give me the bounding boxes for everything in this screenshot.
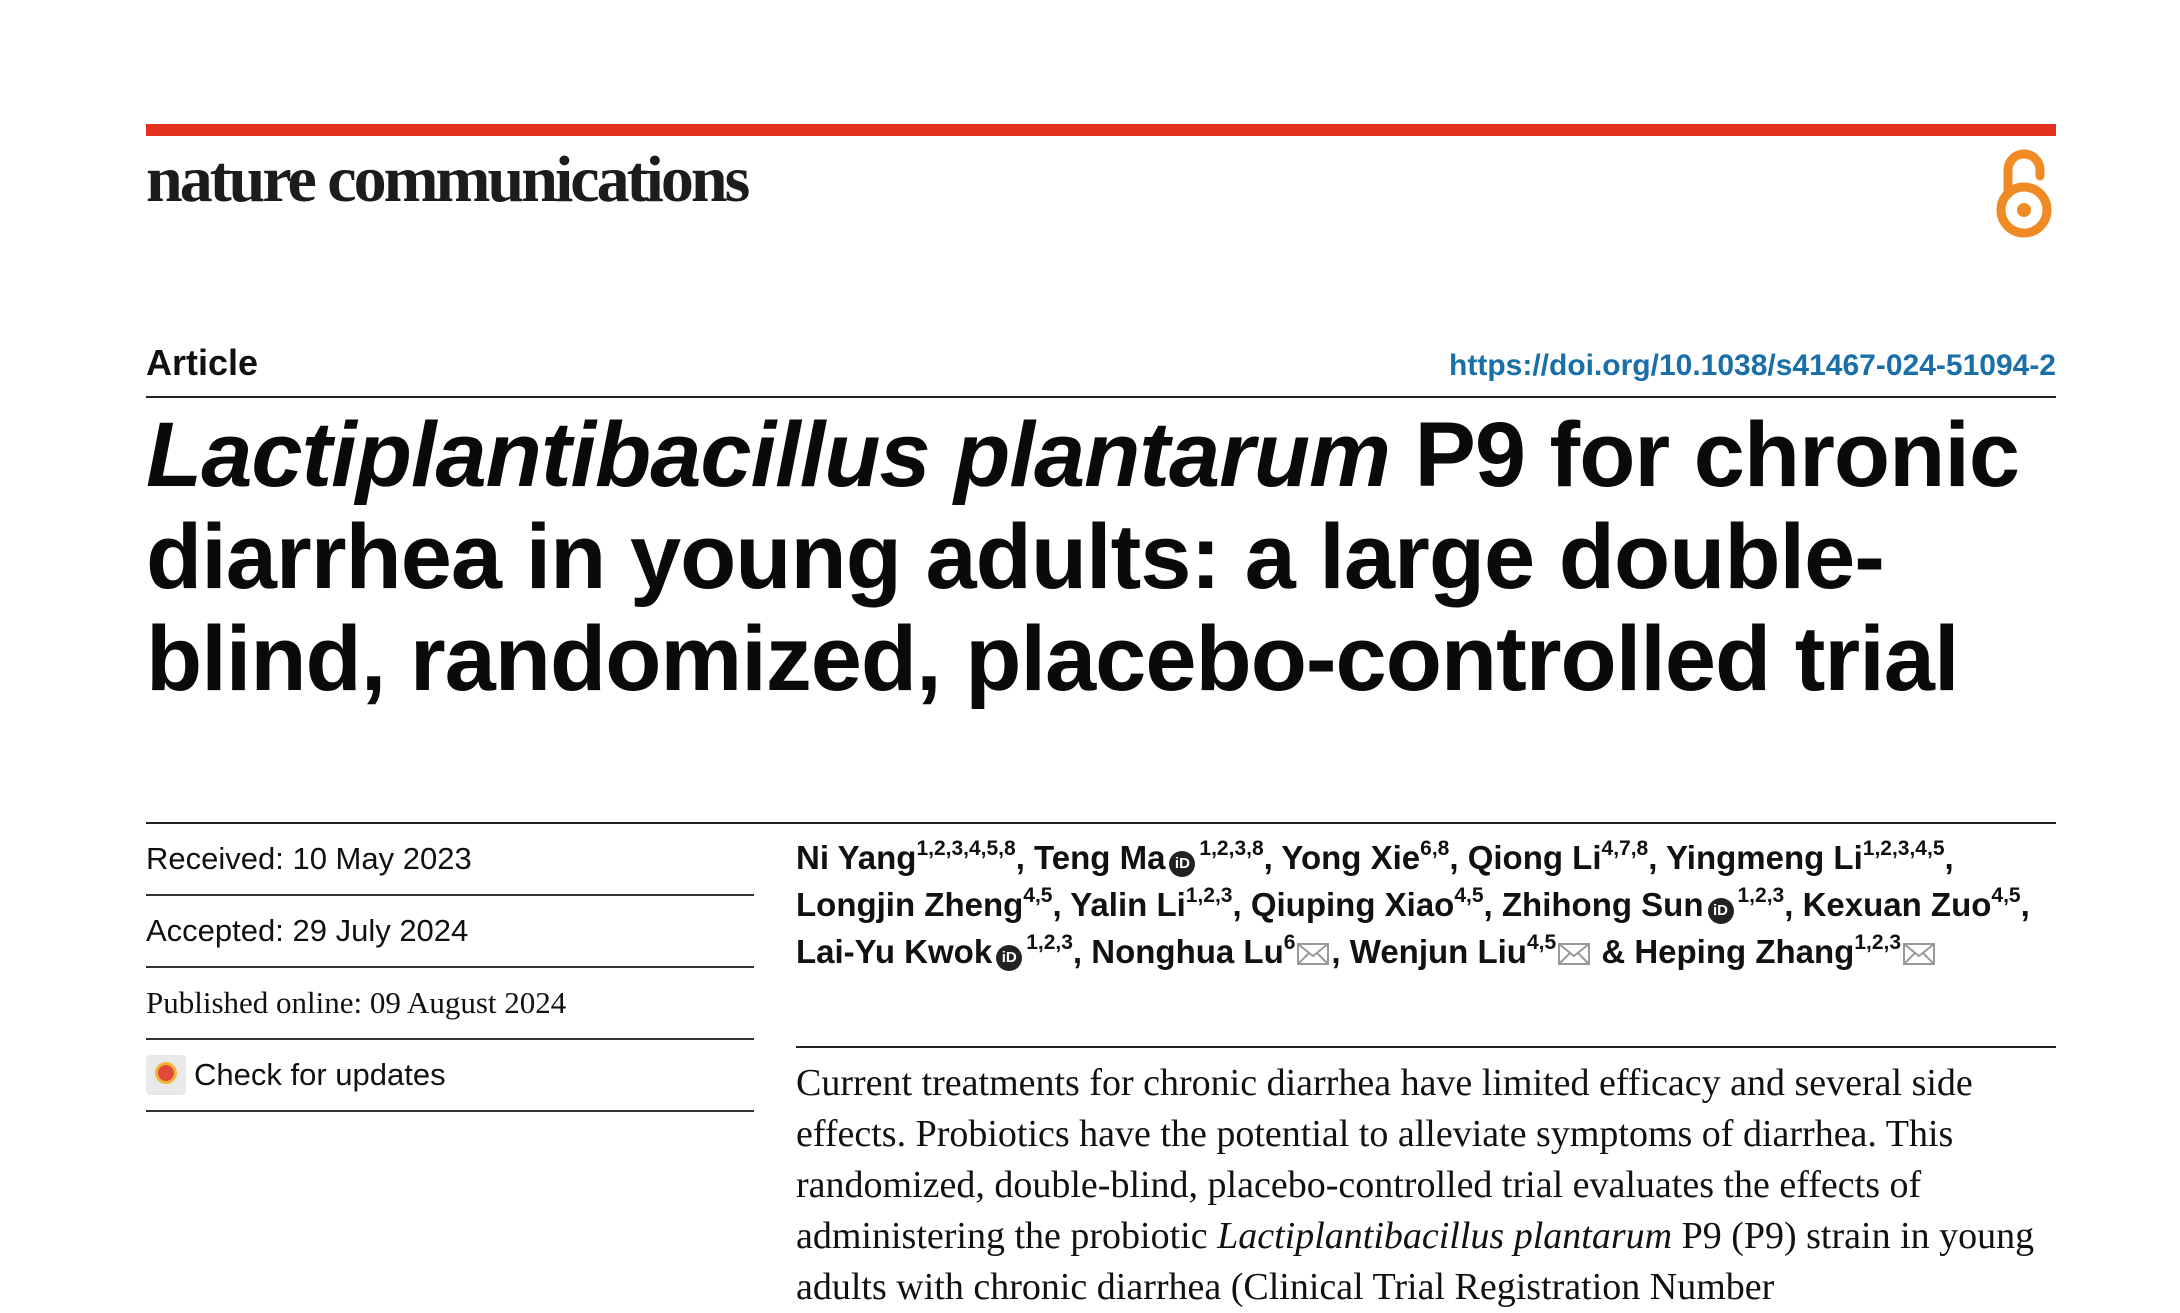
doi-link[interactable]: https://doi.org/10.1038/s41467-024-51094-2 [1449, 349, 2056, 382]
abstract-rule [796, 1046, 2056, 1048]
author-affiliation: 4,5 [1454, 884, 1484, 907]
open-access-lock-icon[interactable] [1994, 146, 2054, 240]
orcid-icon[interactable]: iD [1708, 898, 1734, 924]
author-affiliation: 4,5 [1991, 884, 2021, 907]
author-affiliation: 1,2,3,8 [1199, 837, 1264, 860]
author-name[interactable]: Wenjun Liu [1349, 933, 1527, 970]
received-date: Received: 10 May 2023 [146, 824, 754, 896]
author-separator: , [1483, 886, 1502, 923]
article-type: Article [146, 342, 259, 383]
author-separator: , [1449, 839, 1468, 876]
author-name[interactable]: Teng Ma [1034, 839, 1166, 876]
author-separator: , [1784, 886, 1803, 923]
author-affiliation: 4,5 [1526, 931, 1557, 954]
journal-accent-bar [146, 124, 2056, 136]
author-name[interactable]: Yong Xie [1281, 839, 1421, 876]
author-affiliation: 1,2,3 [1026, 931, 1073, 954]
author-separator: , [1015, 839, 1035, 876]
author-affiliation: 6 [1283, 931, 1296, 954]
author-name[interactable]: Zhihong Sun [1501, 886, 1704, 923]
author-affiliation: 1,2,3 [1185, 884, 1233, 907]
title-rule [146, 396, 2056, 398]
author-name[interactable]: Yalin Li [1070, 886, 1186, 923]
mail-icon[interactable] [1297, 943, 1329, 965]
author-affiliation: 1,2,3,4,5,8 [916, 837, 1016, 860]
check-for-updates-button[interactable] [146, 1040, 754, 1112]
accepted-date: Accepted: 29 July 2024 [146, 896, 754, 968]
author-separator: , [1944, 839, 1954, 876]
author-affiliation: 4,5 [1023, 884, 1053, 907]
author-name[interactable]: Qiong Li [1467, 839, 1602, 876]
author-name[interactable]: Qiuping Xiao [1250, 886, 1455, 923]
author-separator: & [1592, 933, 1635, 970]
author-affiliation: 1,2,3,4,5 [1862, 837, 1945, 860]
author-list [796, 834, 2076, 975]
title-rest: P9 for chronic diarrhea in young adults: a large double-blind, randomized, placebo-controlled trial [146, 404, 2020, 710]
author-separator: , [1052, 886, 1071, 923]
article-dates [146, 824, 754, 1112]
author-affiliation: 1,2,3 [1854, 931, 1902, 954]
orcid-icon[interactable]: iD [1169, 851, 1195, 877]
author-separator: , [1232, 886, 1251, 923]
check-for-updates-label: Check for updates [194, 1057, 446, 1092]
mail-icon[interactable] [1558, 943, 1590, 965]
check-for-updates-icon [146, 1055, 186, 1095]
author-name[interactable]: Heping Zhang [1634, 933, 1855, 970]
abstract: Current treatments for chronic diarrhea have limited efficacy and several side effects. Probiotics have the potential to alleviate symptoms of diarrhea. This randomized, double-blind, placebo-controlled trial evaluates the effects of administering the probiotic Lactiplantibacillus plantarum P9 (P9) strain in young adults with chronic diarrhea (Clinical Trial Registration Number [796, 1062, 2035, 1308]
author-separator: , [1648, 839, 1666, 876]
title-species: Lactiplantibacillus plantarum [146, 404, 1390, 506]
author-affiliation: 4,7,8 [1601, 837, 1649, 860]
article-title [146, 404, 2066, 710]
author-separator: , [1072, 933, 1092, 970]
author-name[interactable]: Nonghua Lu [1091, 933, 1284, 970]
author-name[interactable]: Kexuan Zuo [1802, 886, 1992, 923]
author-separator: , [1263, 839, 1282, 876]
author-separator: , [1331, 933, 1350, 970]
author-name[interactable]: Longjin Zheng [796, 886, 1024, 923]
author-name[interactable]: Yingmeng Li [1665, 839, 1863, 876]
author-name[interactable]: Lai-Yu Kwok [796, 933, 993, 970]
published-date: Published online: 09 August 2024 [146, 968, 754, 1040]
mail-icon[interactable] [1903, 943, 1935, 965]
orcid-icon[interactable]: iD [996, 945, 1022, 971]
abstract-species: Lactiplantibacillus plantarum [1217, 1215, 1673, 1257]
author-name[interactable]: Ni Yang [796, 839, 917, 876]
author-affiliation: 6,8 [1420, 837, 1450, 860]
journal-name[interactable]: nature communications [146, 143, 748, 216]
author-separator: , [2020, 886, 2030, 923]
author-affiliation: 1,2,3 [1737, 884, 1785, 907]
